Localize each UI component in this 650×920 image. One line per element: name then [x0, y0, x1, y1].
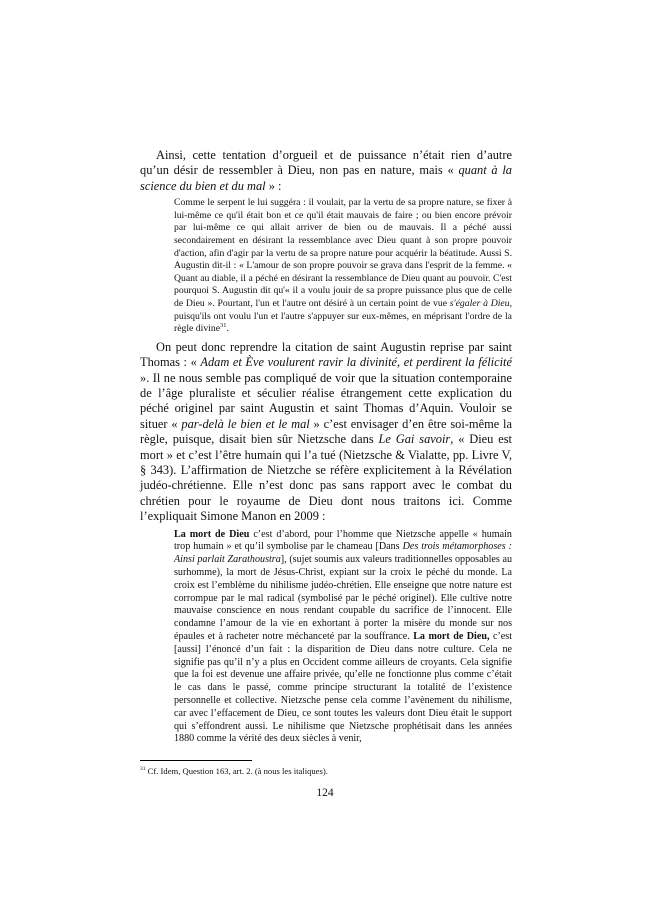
- footnote-divider: [140, 760, 252, 761]
- page-body: [140, 148, 512, 746]
- footnote-reference[interactable]: 31: [220, 321, 227, 329]
- footnote: [140, 766, 512, 777]
- footnote-text: Cf. Idem, Question 163, art. 2. (à nous les italiques).: [145, 766, 328, 776]
- block-quote-manon: La mort de Dieu c’est d’abord, pour l’homme que Nietzsche appelle « humain trop humain » et qu’il symbolise par le chameau [Dans Des trois métamorphoses : Ainsi parlait Zarathoustra], (sujet soumis aux valeurs traditionnelles opposables au surhomme), la mort de Jésus-Christ, expiant sur la croix le péché du monde. La croix est l’emblème du nihilisme judéo-chrétien. Elle enseigne que notre nature est corrompue par le mal radical (symbolisé par le péché originel). Elle cultive notre mauvaise conscience en nous rendant coupable du sacrifice de l’innocent. Elle condamne l’amour de la vie en exhortant à porter la misère du monde sur nos épaules et à racheter notre méchanceté par la souffrance. La mort de Dieu, c’est [aussi] l’énoncé d’un fait : la disparition de Dieu dans notre culture. Cela ne signifie pas qu’il n’y a plus en Occident comme ailleurs de croyants. Cela signifie que la foi est devenue une affaire privée, qu’elle ne fonctionne plus comme c’était le cas dans le passé, comme principe structurant la totalité de l’existence personnelle et collective. Nietzsche pense cela comme l’avènement du nihilisme, car avec l’effacement de Dieu, ce sont toutes les valeurs dont Dieu était le support qui s’effondrent aussi. Le nihilisme que Nietzsche prophétisait dans les années 1880 comme la vérité des deux siècles à venir,: [174, 528, 513, 745]
- block-quote-aquinas: Comme le serpent le lui suggéra : il voulait, par la vertu de sa propre nature, se fixer à lui-même ce qu'il était bon et ce qu'il était mauvais de faire ; ou bien encore prévoir par lui-même ce qui allait arriver de bien ou de mauvais. Il a péché aussi secondairement en désirant la ressemblance avec Dieu quant à son propre pouvoir d'action, afin d'agir par la vertu de sa propre nature pour acquérir la béatitude. Aussi S. Augustin dit-il : « L'amour de son propre pouvoir se grava dans l'esprit de la femme. « Quant au diable, il a péché en désirant la ressemblance de Dieu quant au pouvoir. C'est pourquoi S. Augustin dit qu'« il a voulu jouir de sa propre puissance plus que de celle de Dieu ». Pourtant, l'un et l'autre ont désiré à un certain point de vue s'égaler à Dieu, puisqu'ils ont voulu l'un et l'autre s'appuyer sur eux-mêmes, en méprisant l'ordre de la règle divine$^{31}$.: [174, 197, 512, 335]
- paragraph-2: On peut donc reprendre la citation de saint Augustin reprise par saint Thomas : « Adam et Ève voulurent ravir la divinité, et perdirent la félicité ». Il ne nous semble pas compliqué de voir que la situation contemporaine de l’âge pluraliste et séculier réalise étrangement cette explication du péché originel par saint Augustin et saint Thomas d’Aquin. Vouloir se situer « par-delà le bien et le mal » c’est envisager d’en être soi-même la règle, puisque, disait bien sûr Nietzsche dans Le Gai savoir, « Dieu est mort » et c’est l’être humain qui l’a tué (Nietzsche & Vialatte, pp. Livre V, § 343). L’affirmation de Nietzche se réfère explicitement à la Révélation judéo-chrétienne. Elle n’est donc pas sans rapport avec le combat du chrétien pour le royaume de Dieu dont nous traitons ici. Comme l’expliquait Simone Manon en 2009 :: [140, 339, 513, 524]
- page-number: 124: [316, 787, 334, 799]
- footnote-number: 31: [140, 766, 146, 773]
- paragraph-1: Ainsi, cette tentation d’orgueil et de puissance n’était rien d’autre qu’un désir de ressembler à Dieu, non pas en nature, mais « quant à la science du bien et du mal » :: [140, 148, 512, 193]
